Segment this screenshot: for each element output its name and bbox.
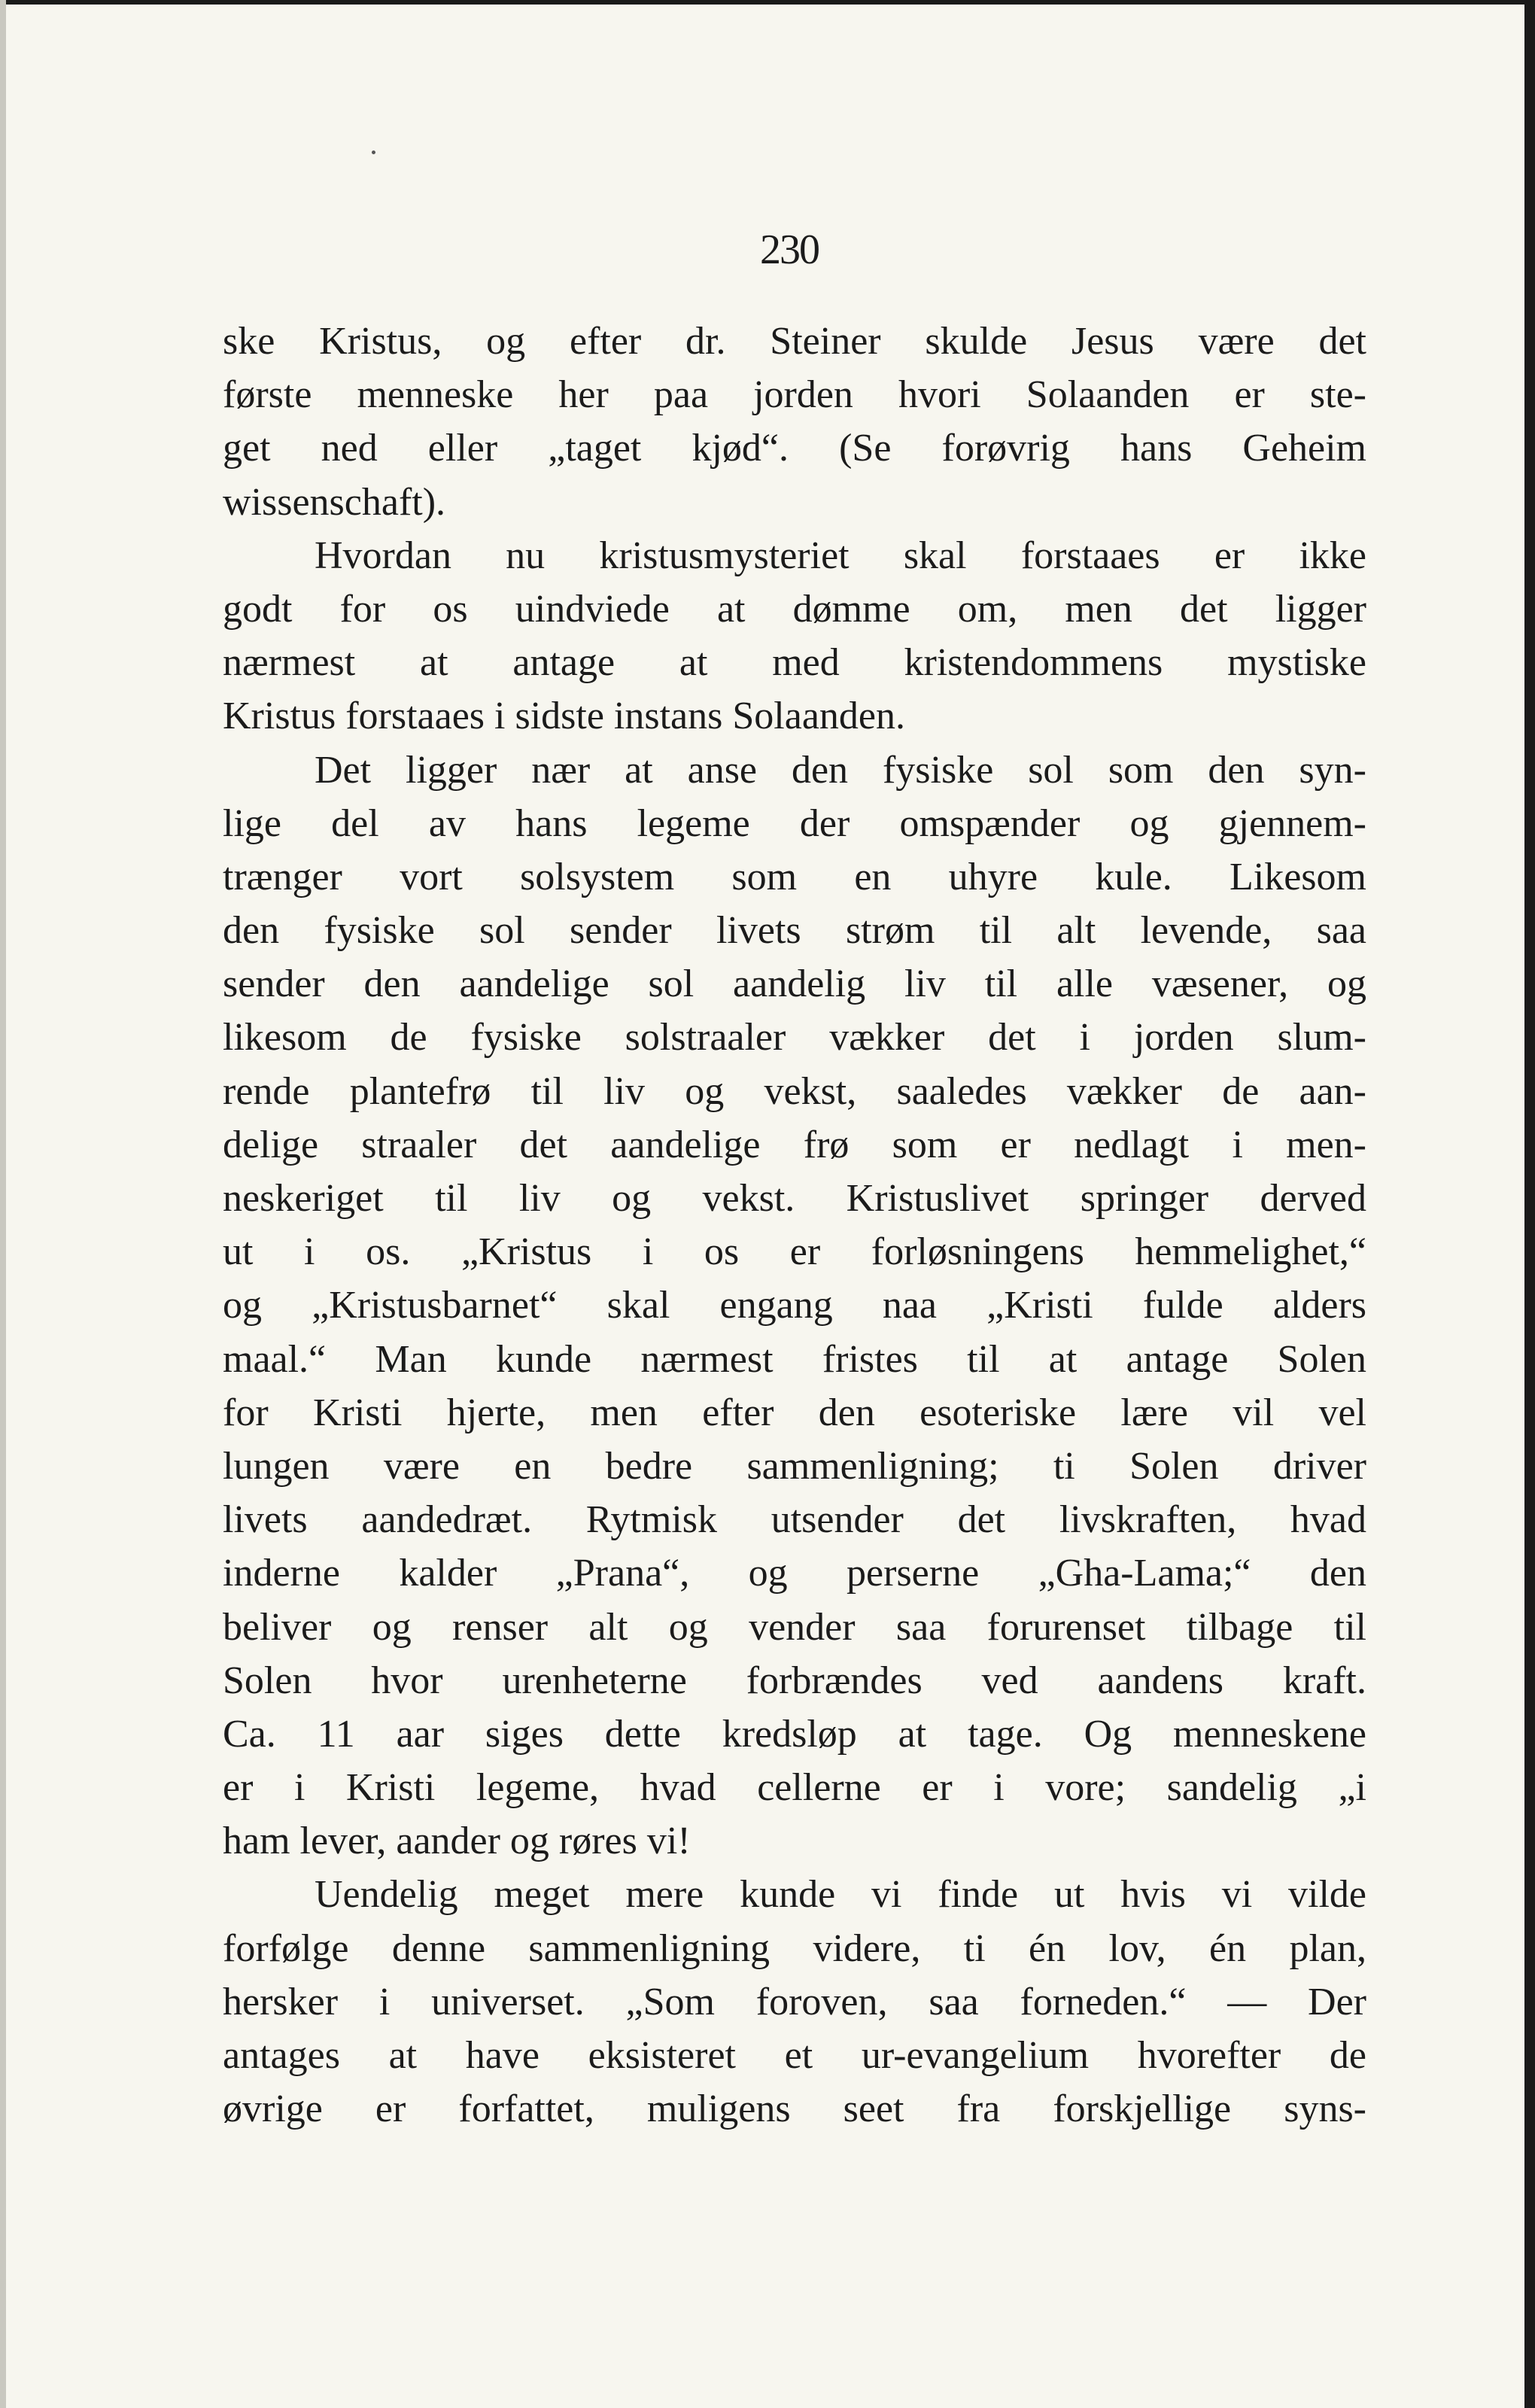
text-line: livets aandedræt. Rytmisk utsender det livskraften, hvad [223, 1498, 1366, 1542]
text-line: sender den aandelige sol aandelig liv til alle væsener, og [223, 962, 1366, 1006]
text-line: lige del av hans legeme der omspænder og gjennem- [223, 801, 1366, 845]
text-line: øvrige er forfattet, muligens seet fra forskjellige syns- [223, 2087, 1366, 2131]
text-line: Ca. 11 aar siges dette kredsløp at tage. Og menneskene [223, 1712, 1366, 1756]
paragraph-end-line: wissenschaft). [223, 480, 446, 524]
text-line: ut i os. „Kristus i os er forløsningens hemmelighet,“ [223, 1230, 1366, 1274]
text-line: hersker i universet. „Som foroven, saa forneden.“ — Der [223, 1980, 1366, 2023]
text-line: første menneske her paa jorden hvori Solaanden er ste- [223, 373, 1366, 417]
text-line: Solen hvor urenheterne forbrændes ved aandens kraft. [223, 1659, 1366, 1702]
scan-edge-top [0, 0, 1535, 5]
text-line: for Kristi hjerte, men efter den esoteriske lære vil vel [223, 1391, 1366, 1434]
text-line: trænger vort solsystem som en uhyre kule. Likesom [223, 855, 1366, 898]
paragraph-start-line: Hvordan nu kristusmysteriet skal forstaaes er ikke [315, 534, 1366, 577]
text-line: rende plantefrø til liv og vekst, saaledes vækker de aan- [223, 1069, 1366, 1113]
scan-edge-right [1524, 0, 1535, 2408]
scan-speck [372, 150, 375, 154]
text-line: og „Kristusbarnet“ skal engang naa „Kristi fulde alders [223, 1284, 1366, 1327]
text-line: inderne kalder „Prana“, og perserne „Gha-Lama;“ den [223, 1552, 1366, 1595]
paragraph-end-line: ham lever, aander og røres vi! [223, 1820, 691, 1863]
text-line: delige straaler det aandelige frø som er nedlagt i men- [223, 1123, 1366, 1166]
paragraph-start-line: Uendelig meget mere kunde vi finde ut hvis vi vilde [315, 1873, 1366, 1917]
text-line: godt for os uindviede at dømme om, men det ligger [223, 587, 1366, 631]
text-line: nærmest at antage at med kristendommens mystiske [223, 641, 1366, 685]
text-line: likesom de fysiske solstraaler vækker det i jorden slum- [223, 1016, 1366, 1060]
text-line: antages at have eksisteret et ur-evangelium hvorefter de [223, 2034, 1366, 2077]
text-line: maal.“ Man kunde nærmest fristes til at antage Solen [223, 1337, 1366, 1381]
text-line: forfølge denne sammenligning videre, ti én lov, én plan, [223, 1926, 1366, 1970]
body-text [223, 315, 1366, 2136]
paragraph-end-line: Kristus forstaaes i sidste instans Solaanden. [223, 695, 905, 738]
text-line: ske Kristus, og efter dr. Steiner skulde Jesus være det [223, 320, 1366, 363]
text-line: er i Kristi legeme, hvad cellerne er i vore; sandelig „i [223, 1766, 1366, 1810]
text-line: get ned eller „taget kjød“. (Se forøvrig hans Geheim [223, 427, 1366, 470]
text-line: neskeriget til liv og vekst. Kristuslivet springer derved [223, 1177, 1366, 1220]
text-line: lungen være en bedre sammenligning; ti Solen driver [223, 1444, 1366, 1488]
scan-edge-left [0, 0, 6, 2408]
page-number: 230 [760, 227, 819, 273]
paragraph-start-line: Det ligger nær at anse den fysiske sol som den syn- [315, 748, 1366, 792]
text-line: den fysiske sol sender livets strøm til alt levende, saa [223, 909, 1366, 953]
text-line: beliver og renser alt og vender saa forurenset tilbage til [223, 1605, 1366, 1649]
